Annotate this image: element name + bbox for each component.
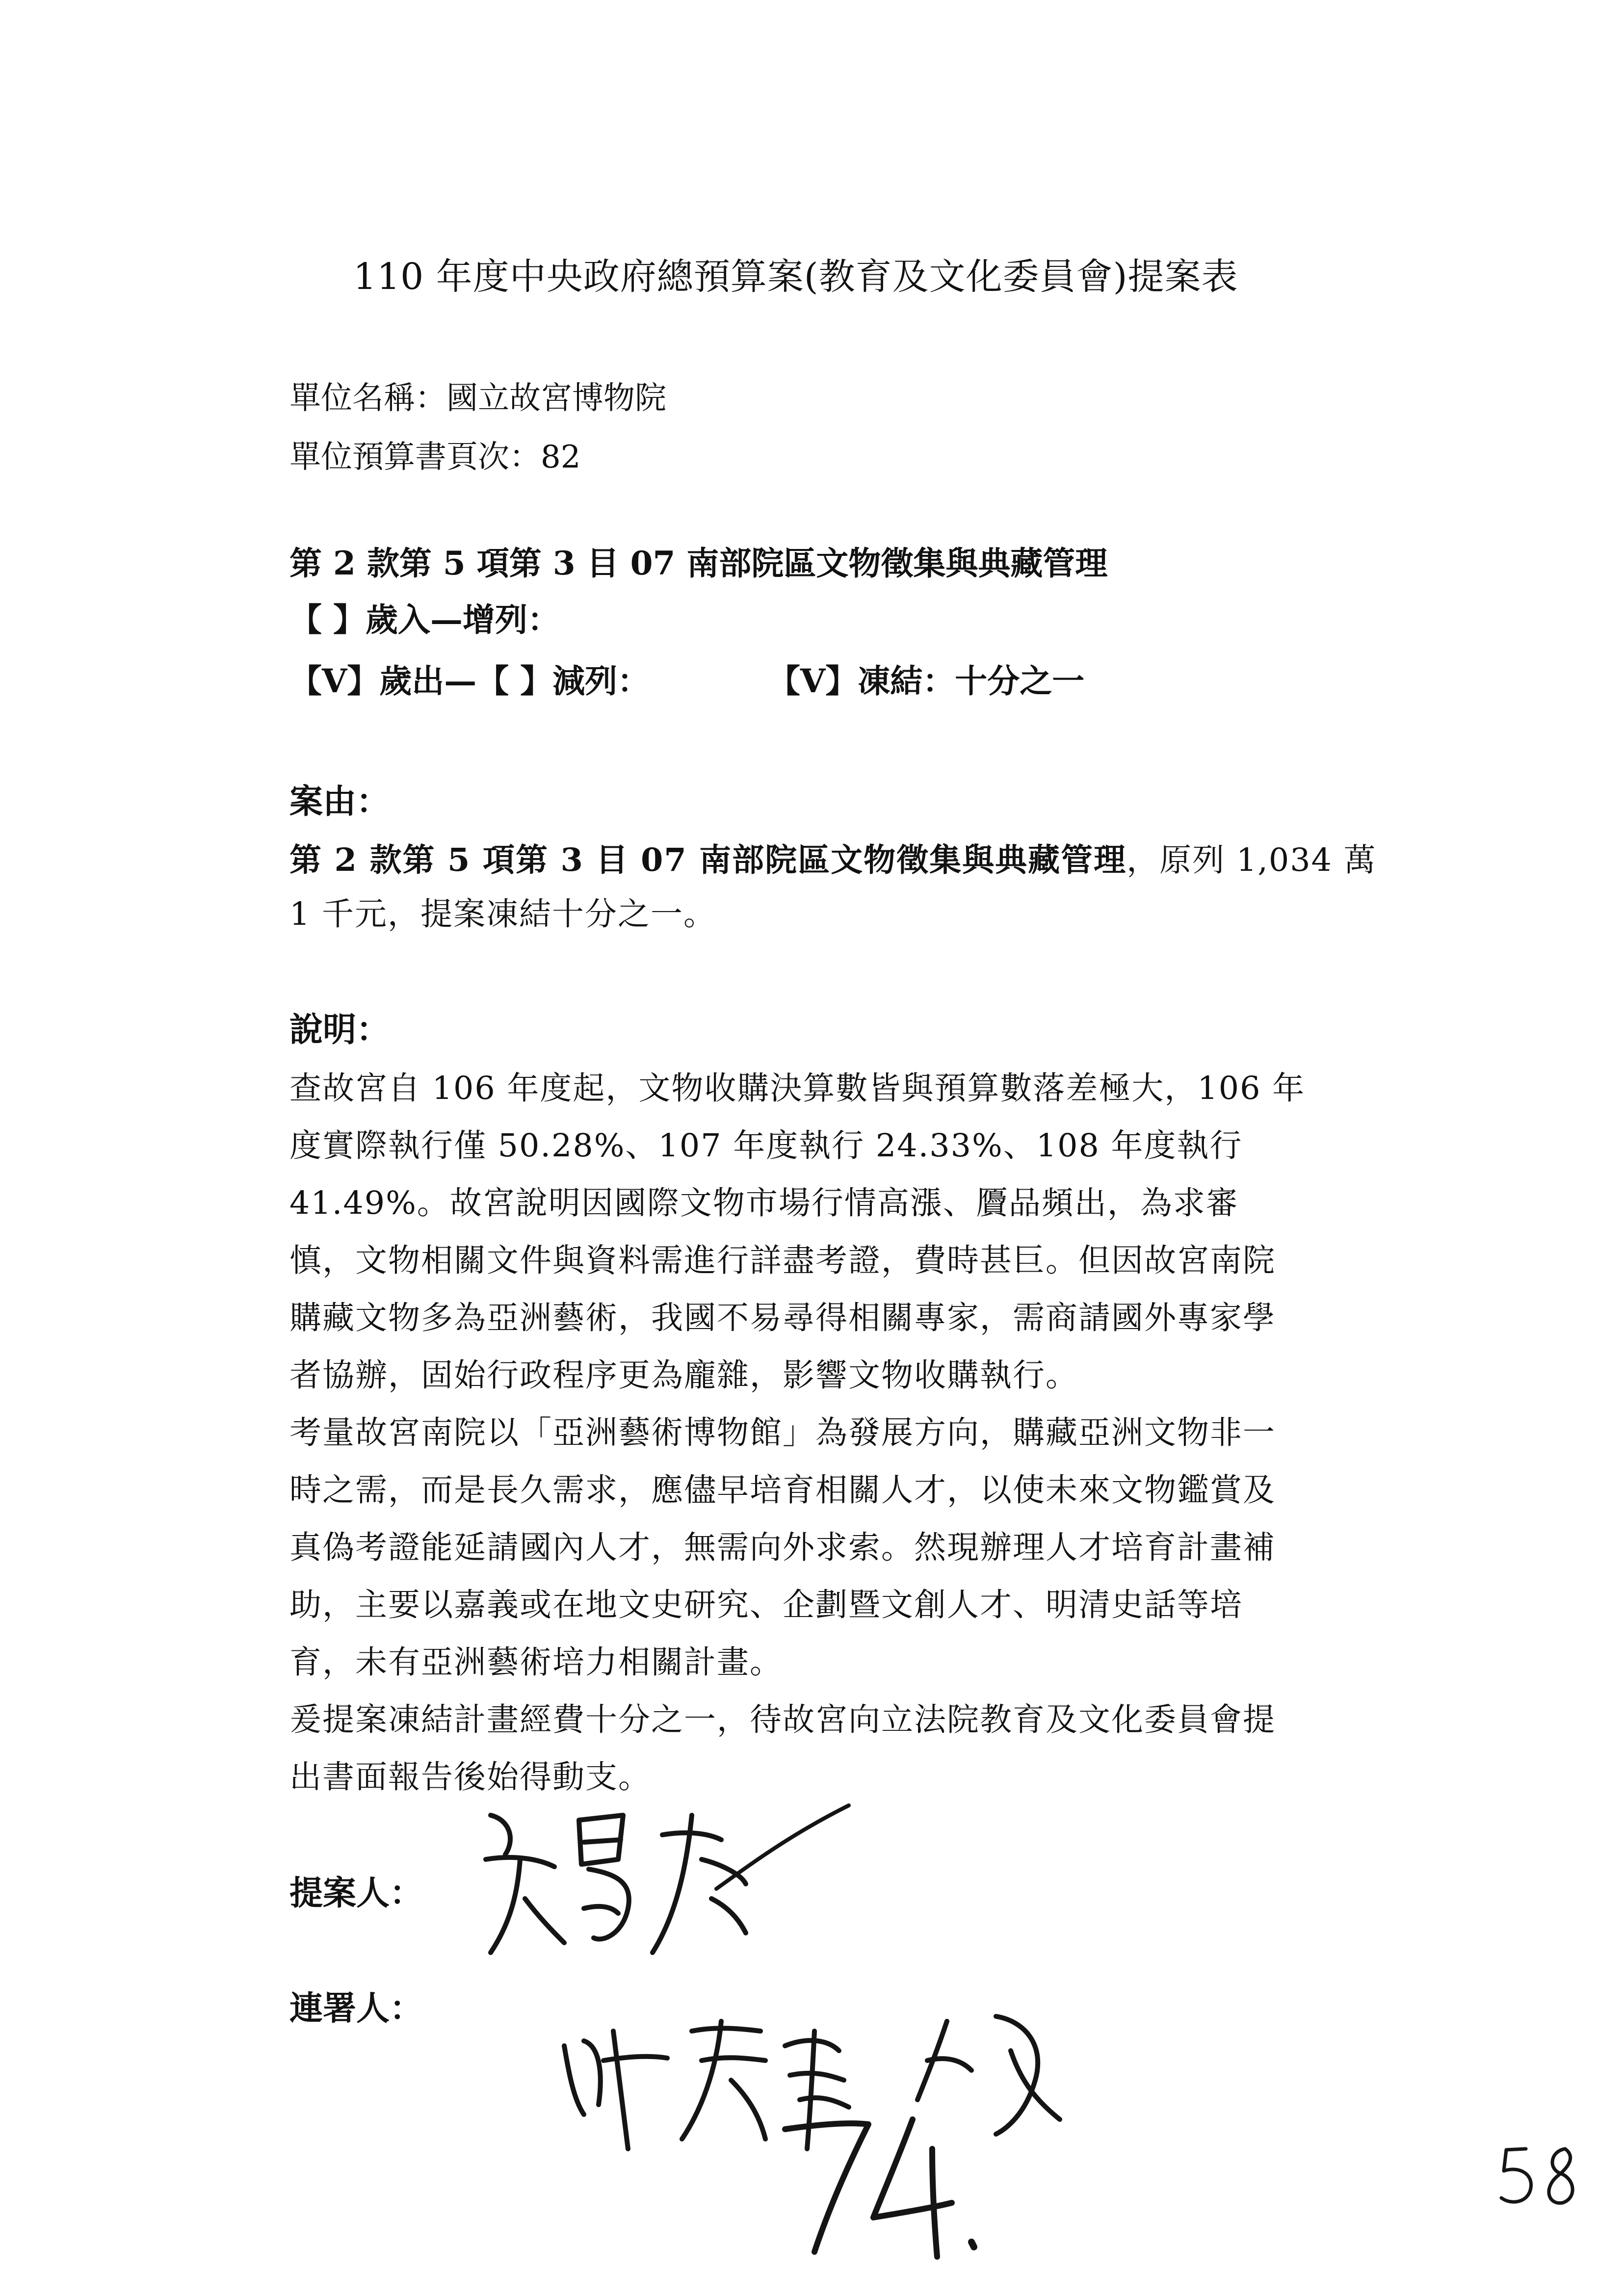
case-amount: ，原列 1,034 萬 bbox=[1126, 842, 1377, 879]
explain-line: 時之需，而是長久需求，應儘早培育相關人才，以使未來文物鑑賞及 bbox=[289, 1472, 1276, 1509]
explain-line: 考量故宮南院以「亞洲藝術博物館」為發展方向，購藏亞洲文物非一 bbox=[289, 1414, 1276, 1451]
budget-item-heading: 第 2 款第 5 項第 3 目 07 南部院區文物徵集與典藏管理 bbox=[289, 544, 1108, 582]
explain-line: 41.49%。故宮說明因國際文物市場行情高漲、贗品頻出，為求審 bbox=[289, 1185, 1239, 1222]
handwritten-number bbox=[765, 2100, 1011, 2267]
case-budget-item: 第 2 款第 5 項第 3 目 07 南部院區文物徵集與典藏管理 bbox=[289, 841, 1127, 879]
handwritten-page-number bbox=[1492, 2139, 1590, 2218]
option-income: 【 】歲入—增列： bbox=[289, 600, 560, 639]
explain-line: 真偽考證能延請國內人才，無需向外求索。然現辦理人才培育計畫補 bbox=[289, 1529, 1276, 1566]
explain-line: 者協辦，固始行政程序更為龐雜，影響文物收購執行。 bbox=[289, 1357, 1079, 1394]
cosigner-label: 連署人： bbox=[289, 1989, 423, 2028]
explain-line: 慎，文物相關文件與資料需進行詳盡考證，費時甚巨。但因故宮南院 bbox=[289, 1242, 1276, 1279]
proposer-label: 提案人： bbox=[289, 1874, 423, 1913]
explain-line: 爰提案凍結計畫經費十分之一，待故宮向立法院教育及文化委員會提 bbox=[289, 1701, 1276, 1738]
explain-line: 查故宮自 106 年度起，文物收購決算數皆與預算數落差極大，106 年 bbox=[289, 1070, 1306, 1107]
explain-line: 育，未有亞洲藝術培力相關計畫。 bbox=[289, 1644, 783, 1681]
option-expense: 【V】歲出—【 】減列： bbox=[289, 662, 650, 700]
case-label: 案由： bbox=[289, 782, 390, 821]
proposer-signature bbox=[456, 1786, 898, 1982]
page-title: 110 年度中央政府總預算案(教育及文化委員會)提案表 bbox=[353, 256, 1238, 298]
explain-label: 說明： bbox=[289, 1010, 390, 1049]
explain-line: 購藏文物多為亞洲藝術，我國不易尋得相關專家，需商請國外專家學 bbox=[289, 1300, 1276, 1336]
budget-page-ref: 單位預算書頁次：82 bbox=[289, 439, 581, 475]
case-line-1 bbox=[289, 834, 1377, 880]
unit-name: 單位名稱：國立故宮博物院 bbox=[289, 380, 666, 417]
option-freeze: 【V】凍結：十分之一 bbox=[768, 662, 1085, 700]
explain-line: 度實際執行僅 50.28%、107 年度執行 24.33%、108 年度執行 bbox=[289, 1127, 1243, 1164]
explain-line: 助，主要以嘉義或在地文史研究、企劃暨文創人才、明清史話等培 bbox=[289, 1587, 1243, 1623]
case-line-2: 1 千元，提案凍結十分之一。 bbox=[289, 896, 717, 933]
explain-line: 出書面報告後始得動支。 bbox=[289, 1759, 652, 1796]
